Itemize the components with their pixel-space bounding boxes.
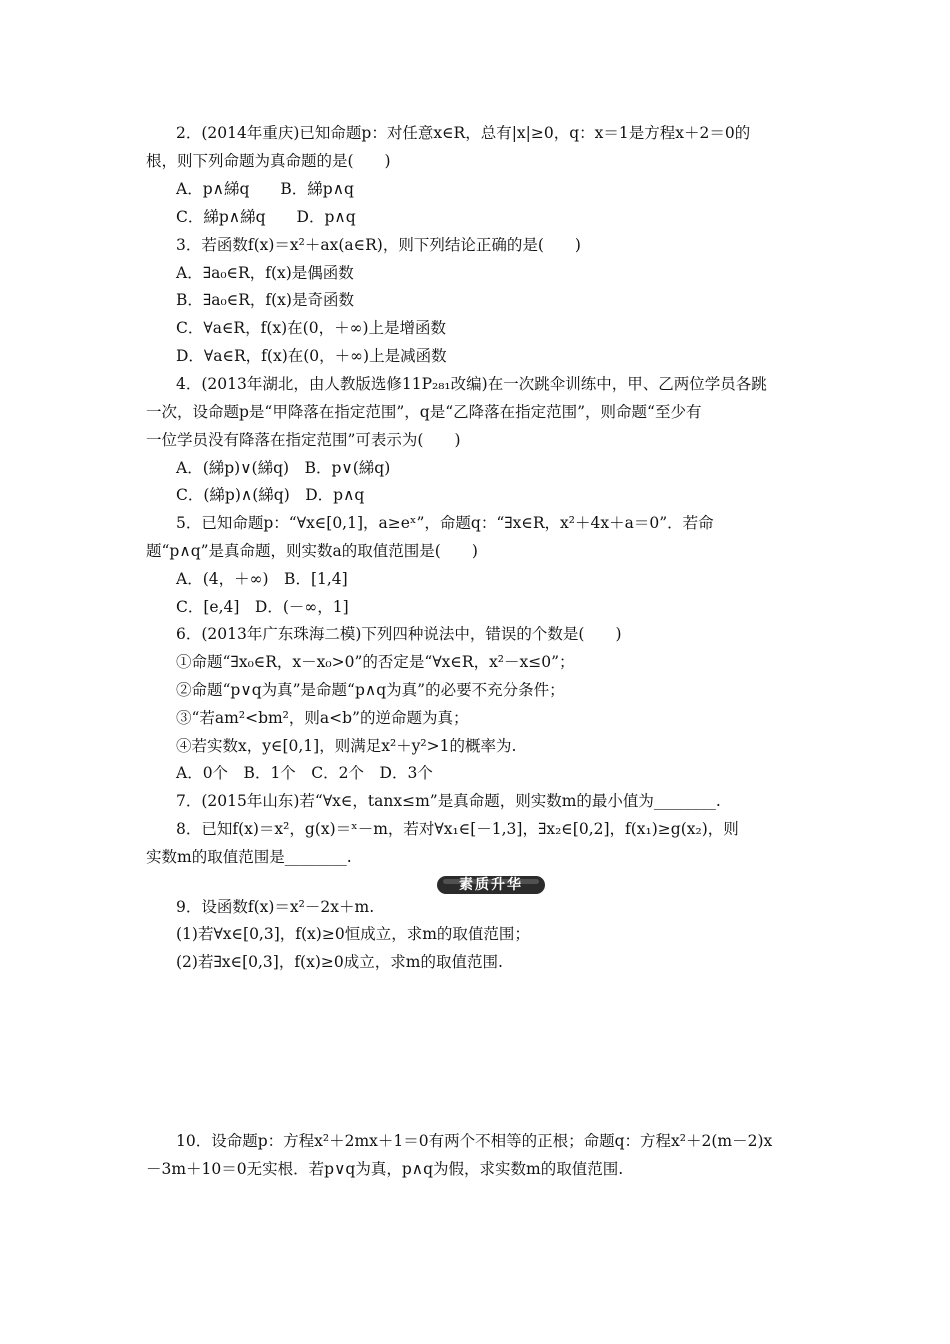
question-4-options-ab: A．(綈p)∨(綈q) B．p∨(綈q) [176,459,391,477]
question-6-statement-1: ①命题“∃x₀∈R，x－x₀>0”的否定是“∀x∈R，x²－x≤0”； [176,653,575,671]
question-6-statement-3: ③“若am²<bm²，则a<b”的逆命题为真； [176,709,469,727]
question-4-options-cd: C．(綈p)∧(綈q) D．p∧q [176,486,365,504]
question-3-line-1: 3．若函数f(x)＝x²＋ax(a∈R)，则下列结论正确的是( ) [176,236,581,254]
question-2-options-ab: A．p∧綈q B．綈p∧q [176,180,354,198]
question-5-line-2: 题“p∧q”是真命题，则实数a的取值范围是( ) [146,542,478,560]
question-9-part-2: (2)若∃x∈[0,3]，f(x)≥0成立，求m的取值范围. [176,953,503,971]
question-4-line-3: 一位学员没有降落在指定范围”可表示为( ) [146,431,461,449]
question-9-part-1: (1)若∀x∈[0,3]，f(x)≥0恒成立，求m的取值范围； [176,925,530,943]
question-6-statement-4: ④若实数x，y∈[0,1]，则满足x²＋y²>1的概率为. [176,737,517,755]
question-2-line-1: 2．(2014年重庆)已知命题p：对任意x∈R，总有|x|≥0，q：x＝1是方程x＋2＝0的 [176,124,751,142]
question-2-line-2: 根，则下列命题为真命题的是( ) [146,152,391,170]
question-3-option-c: C．∀a∈R，f(x)在(0，＋∞)上是增函数 [176,319,447,337]
question-8-line-2: 实数m的取值范围是________. [146,848,352,866]
question-3-option-b: B．∃a₀∈R，f(x)是奇函数 [176,291,354,309]
question-5-options-ab: A．(4，＋∞) B．[1,4] [176,570,348,588]
question-7-line-1: 7．(2015年山东)若“∀x∈，tanx≤m”是真命题，则实数m的最小值为________. [176,792,721,810]
question-10-line-2: －3m＋10＝0无实根．若p∨q为真，p∧q为假，求实数m的取值范围. [146,1160,624,1178]
question-6-options: A．0个 B．1个 C．2个 D．3个 [176,764,433,782]
question-4-line-2: 一次，设命题p是“甲降落在指定范围”，q是“乙降落在指定范围”，则命题“至少有 [146,403,702,421]
question-8-line-1: 8．已知f(x)＝x²，g(x)＝ˣ－m，若对∀x₁∈[－1,3]，∃x₂∈[0,2]，f(x₁)≥g(x₂)，则 [176,820,739,838]
question-6-statement-2: ②命题“p∨q为真”是命题“p∧q为真”的必要不充分条件； [176,681,565,699]
question-9-line-1: 9．设函数f(x)＝x²－2x＋m. [176,898,375,916]
question-5-options-cd: C．[e,4] D．(－∞，1] [176,598,349,616]
question-3-option-a: A．∃a₀∈R，f(x)是偶函数 [176,264,354,282]
question-6-line-1: 6．(2013年广东珠海二模)下列四种说法中，错误的个数是( ) [176,625,622,643]
section-badge: 素质升华 [437,876,545,894]
question-2-options-cd: C．綈p∧綈q D．p∧q [176,208,356,226]
question-3-option-d: D．∀a∈R，f(x)在(0，＋∞)上是减函数 [176,347,447,365]
question-5-line-1: 5．已知命题p：“∀x∈[0,1]，a≥eˣ”，命题q：“∃x∈R，x²＋4x＋a＝0”．若命 [176,514,714,532]
question-10-line-1: 10．设命题p：方程x²＋2mx＋1＝0有两个不相等的正根；命题q：方程x²＋2(m－2)x [176,1132,773,1150]
question-4-line-1: 4．(2013年湖北，由人教版选修11P₂₈₁改编)在一次跳伞训练中，甲、乙两位学员各跳 [176,375,767,393]
